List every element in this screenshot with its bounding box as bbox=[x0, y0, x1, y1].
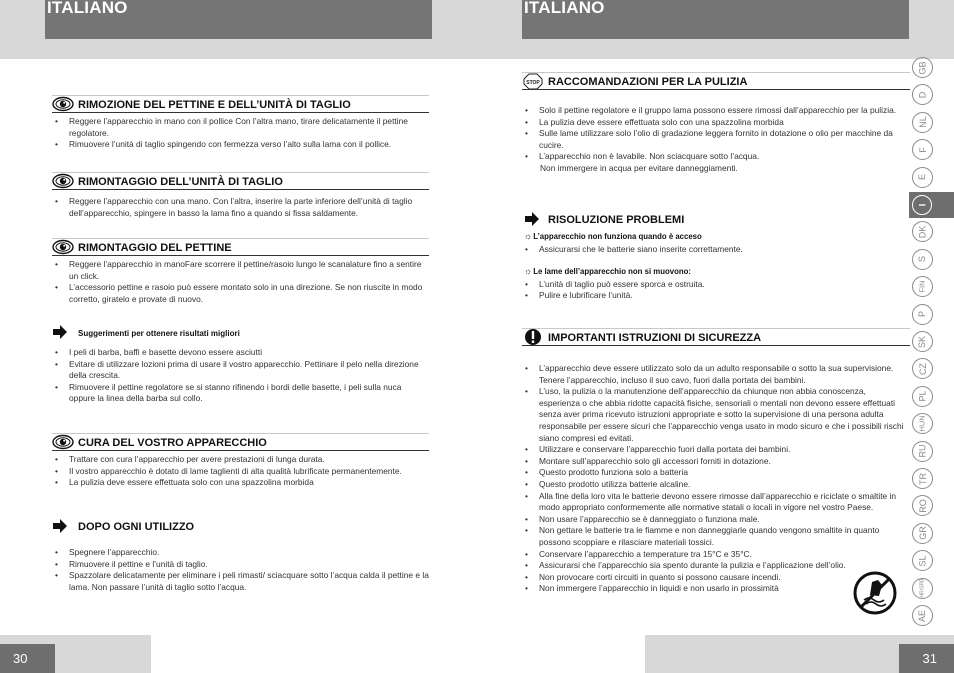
section-title: RIMOZIONE DEL PETTINE E DELL’UNITÀ DI TAGLIO bbox=[78, 99, 351, 111]
language-tab-fin[interactable]: FIN bbox=[912, 276, 933, 297]
list-item: • Evitare di utilizzare lozioni prima di usare il vostro apparecchio. Pettinare il pelo nella direzione della crescita. bbox=[52, 359, 429, 382]
cleaning-title: RACCOMANDAZIONI PER LA PULIZIA bbox=[548, 76, 748, 88]
list-item: • Non provocare corti circuiti in quanto si possono causare incendi. bbox=[522, 572, 908, 584]
list-item: • Sulle lame utilizzare solo l’olio di gradazione leggera fornito in dotazione o olio per macchine da cucire. bbox=[522, 128, 910, 151]
arrow-right-icon bbox=[52, 324, 74, 340]
eye-icon bbox=[52, 239, 74, 255]
problem-2-list bbox=[522, 279, 910, 302]
section-header bbox=[52, 172, 429, 190]
cleaning-list bbox=[522, 105, 910, 163]
stop-icon bbox=[522, 73, 544, 89]
safety-header bbox=[522, 328, 910, 346]
troubleshooting-header bbox=[522, 211, 910, 229]
section-header bbox=[52, 518, 429, 536]
eye-icon bbox=[52, 173, 74, 189]
language-tab-ro[interactable]: RO bbox=[912, 495, 933, 516]
list-item: • Reggere l’apparecchio con una mano. Con l’altra, inserire la parte inferiore dell’unità di taglio dell’apparecchio, spingere in basso la lama fino a quando si fissa saldamente. bbox=[52, 196, 429, 219]
list-item: • Non gettare le batterie tra le fiamme e non danneggiarle quando vengono smaltite in quanto possono scoppiare e rilasciare materiali tossici. bbox=[522, 525, 908, 548]
cleaning-extra-line: Non immergere in acqua per evitare danneggiamenti. bbox=[540, 162, 738, 173]
section-care bbox=[52, 433, 429, 489]
eye-icon bbox=[52, 96, 74, 112]
page-number-left: 30 bbox=[0, 644, 55, 673]
list-item: • L’accessorio pettine e rasoio può essere montato solo in una direzione. Se non riuscite in modo corretto, giratelo e provate di nuovo. bbox=[52, 282, 429, 305]
problem-2-heading: ☼Le lame dell’apparecchio non si muovono: bbox=[524, 265, 691, 276]
list-item: • Non immergere l’apparecchio in liquidi e non usarlo in prossimità bbox=[522, 583, 908, 595]
section-title: Suggerimenti per ottenere risultati migliori bbox=[78, 329, 240, 338]
language-tab-sl[interactable]: SL bbox=[912, 550, 933, 571]
language-tab-dk[interactable]: DK bbox=[912, 221, 933, 242]
right-header-title: ITALIANO bbox=[524, 0, 605, 17]
list-item: • L’apparecchio non è lavabile. Non sciacquare sotto l’acqua. bbox=[522, 151, 910, 163]
language-tab-e[interactable]: E bbox=[912, 167, 933, 188]
language-tab-hun[interactable]: HUN bbox=[912, 413, 933, 434]
safety-section bbox=[522, 328, 910, 595]
section-title: RIMONTAGGIO DEL PETTINE bbox=[78, 242, 232, 254]
section-remove bbox=[52, 95, 429, 151]
list-item: • Rimuovere l’unità di taglio spingendo con fermezza verso l’alto sulla lama con il pollice. bbox=[52, 139, 429, 151]
troubleshooting-section bbox=[522, 211, 910, 302]
language-tab-ae[interactable]: AE bbox=[912, 605, 933, 626]
language-tab-pl[interactable]: PL bbox=[912, 386, 933, 407]
arrow-right-icon bbox=[52, 518, 74, 534]
language-tab-tr[interactable]: TR bbox=[912, 468, 933, 489]
left-page-header bbox=[45, 0, 432, 39]
list-item: • Assicurarsi che l’apparecchio sia spento durante la pulizia e l’applicazione dell’olio. bbox=[522, 560, 908, 572]
language-tab-cz[interactable]: CZ bbox=[912, 358, 933, 379]
list-item: • Spazzolare delicatamente per eliminare i peli rimasti/ sciacquare sotto l’acqua calda il pettine e la lama. Non passare l’unità di taglio sotto l’acqua. bbox=[52, 570, 429, 593]
list-item: • Rimuovere il pettine e l’unità di taglio. bbox=[52, 559, 429, 571]
section-tips bbox=[52, 324, 429, 405]
language-tab-nl[interactable]: NL bbox=[912, 112, 933, 133]
language-tab-sk[interactable]: SK bbox=[912, 331, 933, 352]
eye-icon bbox=[52, 434, 74, 450]
list-item: • Il vostro apparecchio è dotato di lame taglienti di alta qualità lubrificate permanentemente. bbox=[52, 466, 429, 478]
language-tab-s[interactable]: S bbox=[912, 249, 933, 270]
language-tab-d[interactable]: D bbox=[912, 84, 933, 105]
list-item: • Alla fine della loro vita le batterie devono essere rimosse dall’apparecchio e riciclate o smaltite in modo appropriato conformemente alle normative statali o locali in vigore nel vostro Paese. bbox=[522, 491, 908, 514]
left-header-title: ITALIANO bbox=[47, 0, 128, 17]
list-item: • Assicurarsi che le batterie siano inserite correttamente. bbox=[522, 244, 910, 256]
section-header bbox=[52, 324, 429, 342]
section-title: DOPO OGNI UTILIZZO bbox=[78, 521, 195, 533]
language-tab-hr-srb[interactable]: HR/SRB bbox=[912, 578, 933, 599]
list-item: • Reggere l’apparecchio in manoFare scorrere il pettine/rasoio lungo le scanalature fino a sentire un click. bbox=[52, 259, 429, 282]
section-header bbox=[52, 95, 429, 113]
list-item: • Rimuovere il pettine regolatore se si stanno rifinendo i bordi delle basette, i peli sulla nuca oppure la linea della barba sul collo. bbox=[52, 382, 429, 405]
section-after-use bbox=[52, 518, 429, 593]
problem-1-heading: ☼L’apparecchio non funziona quando è acceso bbox=[524, 231, 702, 241]
section-list bbox=[52, 547, 429, 593]
no-water-icon bbox=[852, 570, 898, 616]
gear-icon: ☼ bbox=[524, 231, 533, 241]
language-tab-gb[interactable]: GB bbox=[912, 57, 933, 78]
warning-icon bbox=[522, 328, 544, 346]
language-tab-gr[interactable]: GR bbox=[912, 523, 933, 544]
list-item: • L’apparecchio deve essere utilizzato solo da un adulto responsabile o sotto la sua supervisione. Tenere l’apparecchio, incluso il suo cavo, fuori dalla portata dei bambini. bbox=[522, 363, 908, 386]
section-list bbox=[52, 259, 429, 305]
section-list bbox=[52, 454, 429, 489]
list-item: • Reggere l’apparecchio in mano con il pollice Con l’altra mano, tirare delicatamente il pettine regolatore. bbox=[52, 116, 429, 139]
gear-icon: ☼ bbox=[524, 265, 533, 276]
section-list bbox=[52, 347, 429, 405]
list-item: • Non usare l’apparecchio se è danneggiato o funziona male. bbox=[522, 514, 908, 526]
list-item: • L’unità di taglio può essere sporca e ostruita. bbox=[522, 279, 910, 291]
problem-1-list bbox=[522, 244, 910, 256]
section-title: CURA DEL VOSTRO APPARECCHIO bbox=[78, 437, 267, 449]
list-item: • Questo prodotto utilizza batterie alcaline. bbox=[522, 479, 908, 491]
list-item: • Questo prodotto funziona solo a batteria bbox=[522, 467, 908, 479]
page-number-right: 31 bbox=[899, 644, 954, 673]
cleaning-header bbox=[522, 72, 910, 90]
language-tab-f[interactable]: F bbox=[912, 139, 933, 160]
list-item: • Utilizzare e conservare l’apparecchio fuori dalla portata dei bambini. bbox=[522, 444, 908, 456]
section-header bbox=[52, 433, 429, 451]
section-title: RIMONTAGGIO DELL’UNITÀ DI TAGLIO bbox=[78, 176, 283, 188]
cleaning-section bbox=[522, 72, 910, 175]
section-list bbox=[52, 116, 429, 151]
list-item: • Montare sull’apparecchio solo gli accessori forniti in dotazione. bbox=[522, 456, 908, 468]
section-reassemble-unit bbox=[52, 172, 429, 219]
list-item: • Solo il pettine regolatore e il gruppo lama possono essere rimossi dall’apparecchio per la pulizia. bbox=[522, 105, 910, 117]
right-page-header bbox=[522, 0, 909, 39]
language-tab-ru[interactable]: RU bbox=[912, 441, 933, 462]
language-tab-i[interactable]: I bbox=[909, 192, 954, 218]
list-item: • La pulizia deve essere effettuata solo con una spazzolina morbida bbox=[522, 117, 910, 129]
safety-list bbox=[522, 363, 908, 595]
section-list bbox=[52, 196, 429, 219]
troubleshooting-title: RISOLUZIONE PROBLEMI bbox=[548, 214, 685, 226]
list-item: • Spegnere l’apparecchio. bbox=[52, 547, 429, 559]
language-tab-p[interactable]: P bbox=[912, 304, 933, 325]
section-header bbox=[52, 238, 429, 256]
svg-text:STOP: STOP bbox=[526, 80, 540, 86]
list-item: • Trattare con cura l’apparecchio per avere prestazioni di lunga durata. bbox=[52, 454, 429, 466]
safety-title: IMPORTANTI ISTRUZIONI DI SICUREZZA bbox=[548, 332, 762, 344]
list-item: • Conservare l’apparecchio a temperature tra 15°C e 35°C. bbox=[522, 549, 908, 561]
arrow-right-icon bbox=[522, 211, 544, 227]
section-reassemble-comb bbox=[52, 238, 429, 305]
list-item: • La pulizia deve essere effettuata solo con una spazzolina morbida bbox=[52, 477, 429, 489]
list-item: • I peli di barba, baffi e basette devono essere asciutti bbox=[52, 347, 429, 359]
language-tabs bbox=[911, 57, 934, 630]
list-item: • L’uso, la pulizia o la manutenzione dell’apparecchio da chiunque non abbia conoscenza, esperienza o che abbia ridotte capacità fisiche, sensoriali o mentali non devono essere effettuati senza aver prima ricevuto istruzioni appropriate e sotto la supervisione di una persona adulta responsabile per essere sicuri che l’apparecchio venga usato in modo sicuro e che i possibili rischi siano compresi ed evitati. bbox=[522, 386, 908, 444]
list-item: • Pulire e lubrificare l’unità. bbox=[522, 290, 910, 302]
